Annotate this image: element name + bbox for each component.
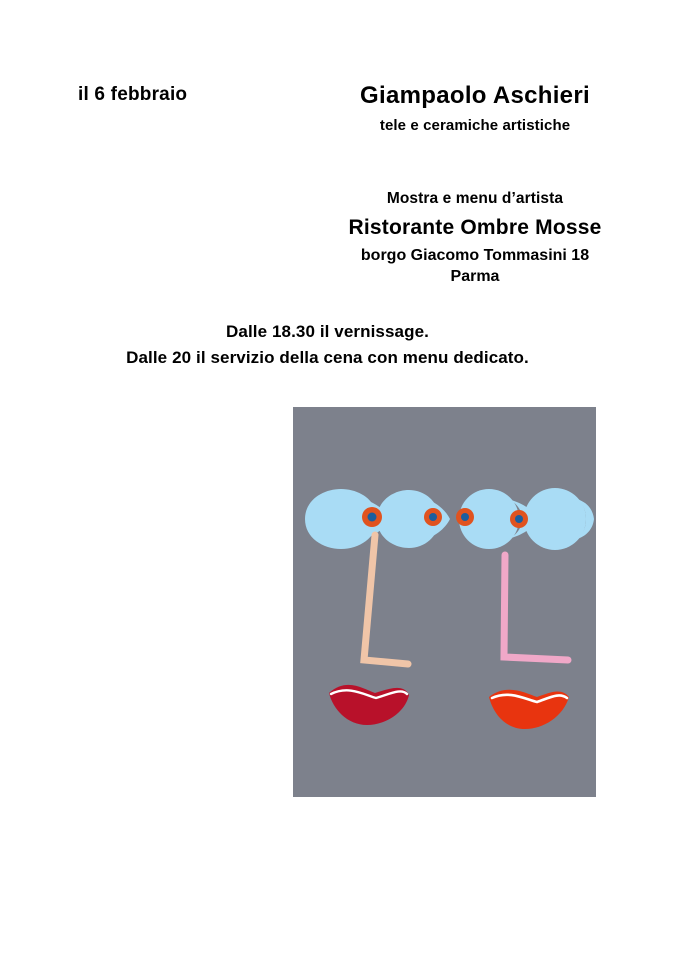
artist-block: [325, 82, 625, 134]
left-face-pupil-2: [429, 513, 437, 521]
venue-address: borgo Giacomo Tommasini 18: [360, 247, 590, 264]
right-face-pupil-1: [461, 513, 469, 521]
venue-city: Parma: [450, 268, 500, 285]
event-kicker: Mostra e menu d’artista: [386, 190, 564, 207]
schedule-vernissage: Dalle 18.30 il vernissage.: [226, 322, 429, 341]
artwork-image: [293, 407, 596, 797]
schedule-block: [30, 322, 625, 368]
artist-subtitle: tele e ceramiche artistiche: [379, 116, 571, 134]
schedule-dinner: Dalle 20 il servizio della cena con menu dedicato.: [126, 348, 529, 367]
artwork-background: [293, 407, 596, 797]
venue-block: [325, 190, 625, 286]
right-face-pupil-2: [515, 515, 523, 523]
event-date: il 6 febbraio: [78, 84, 188, 105]
venue-name: Ristorante Ombre Mosse: [348, 216, 602, 239]
left-face-pupil-1: [368, 513, 377, 522]
artist-name: Giampaolo Aschieri: [360, 82, 590, 109]
